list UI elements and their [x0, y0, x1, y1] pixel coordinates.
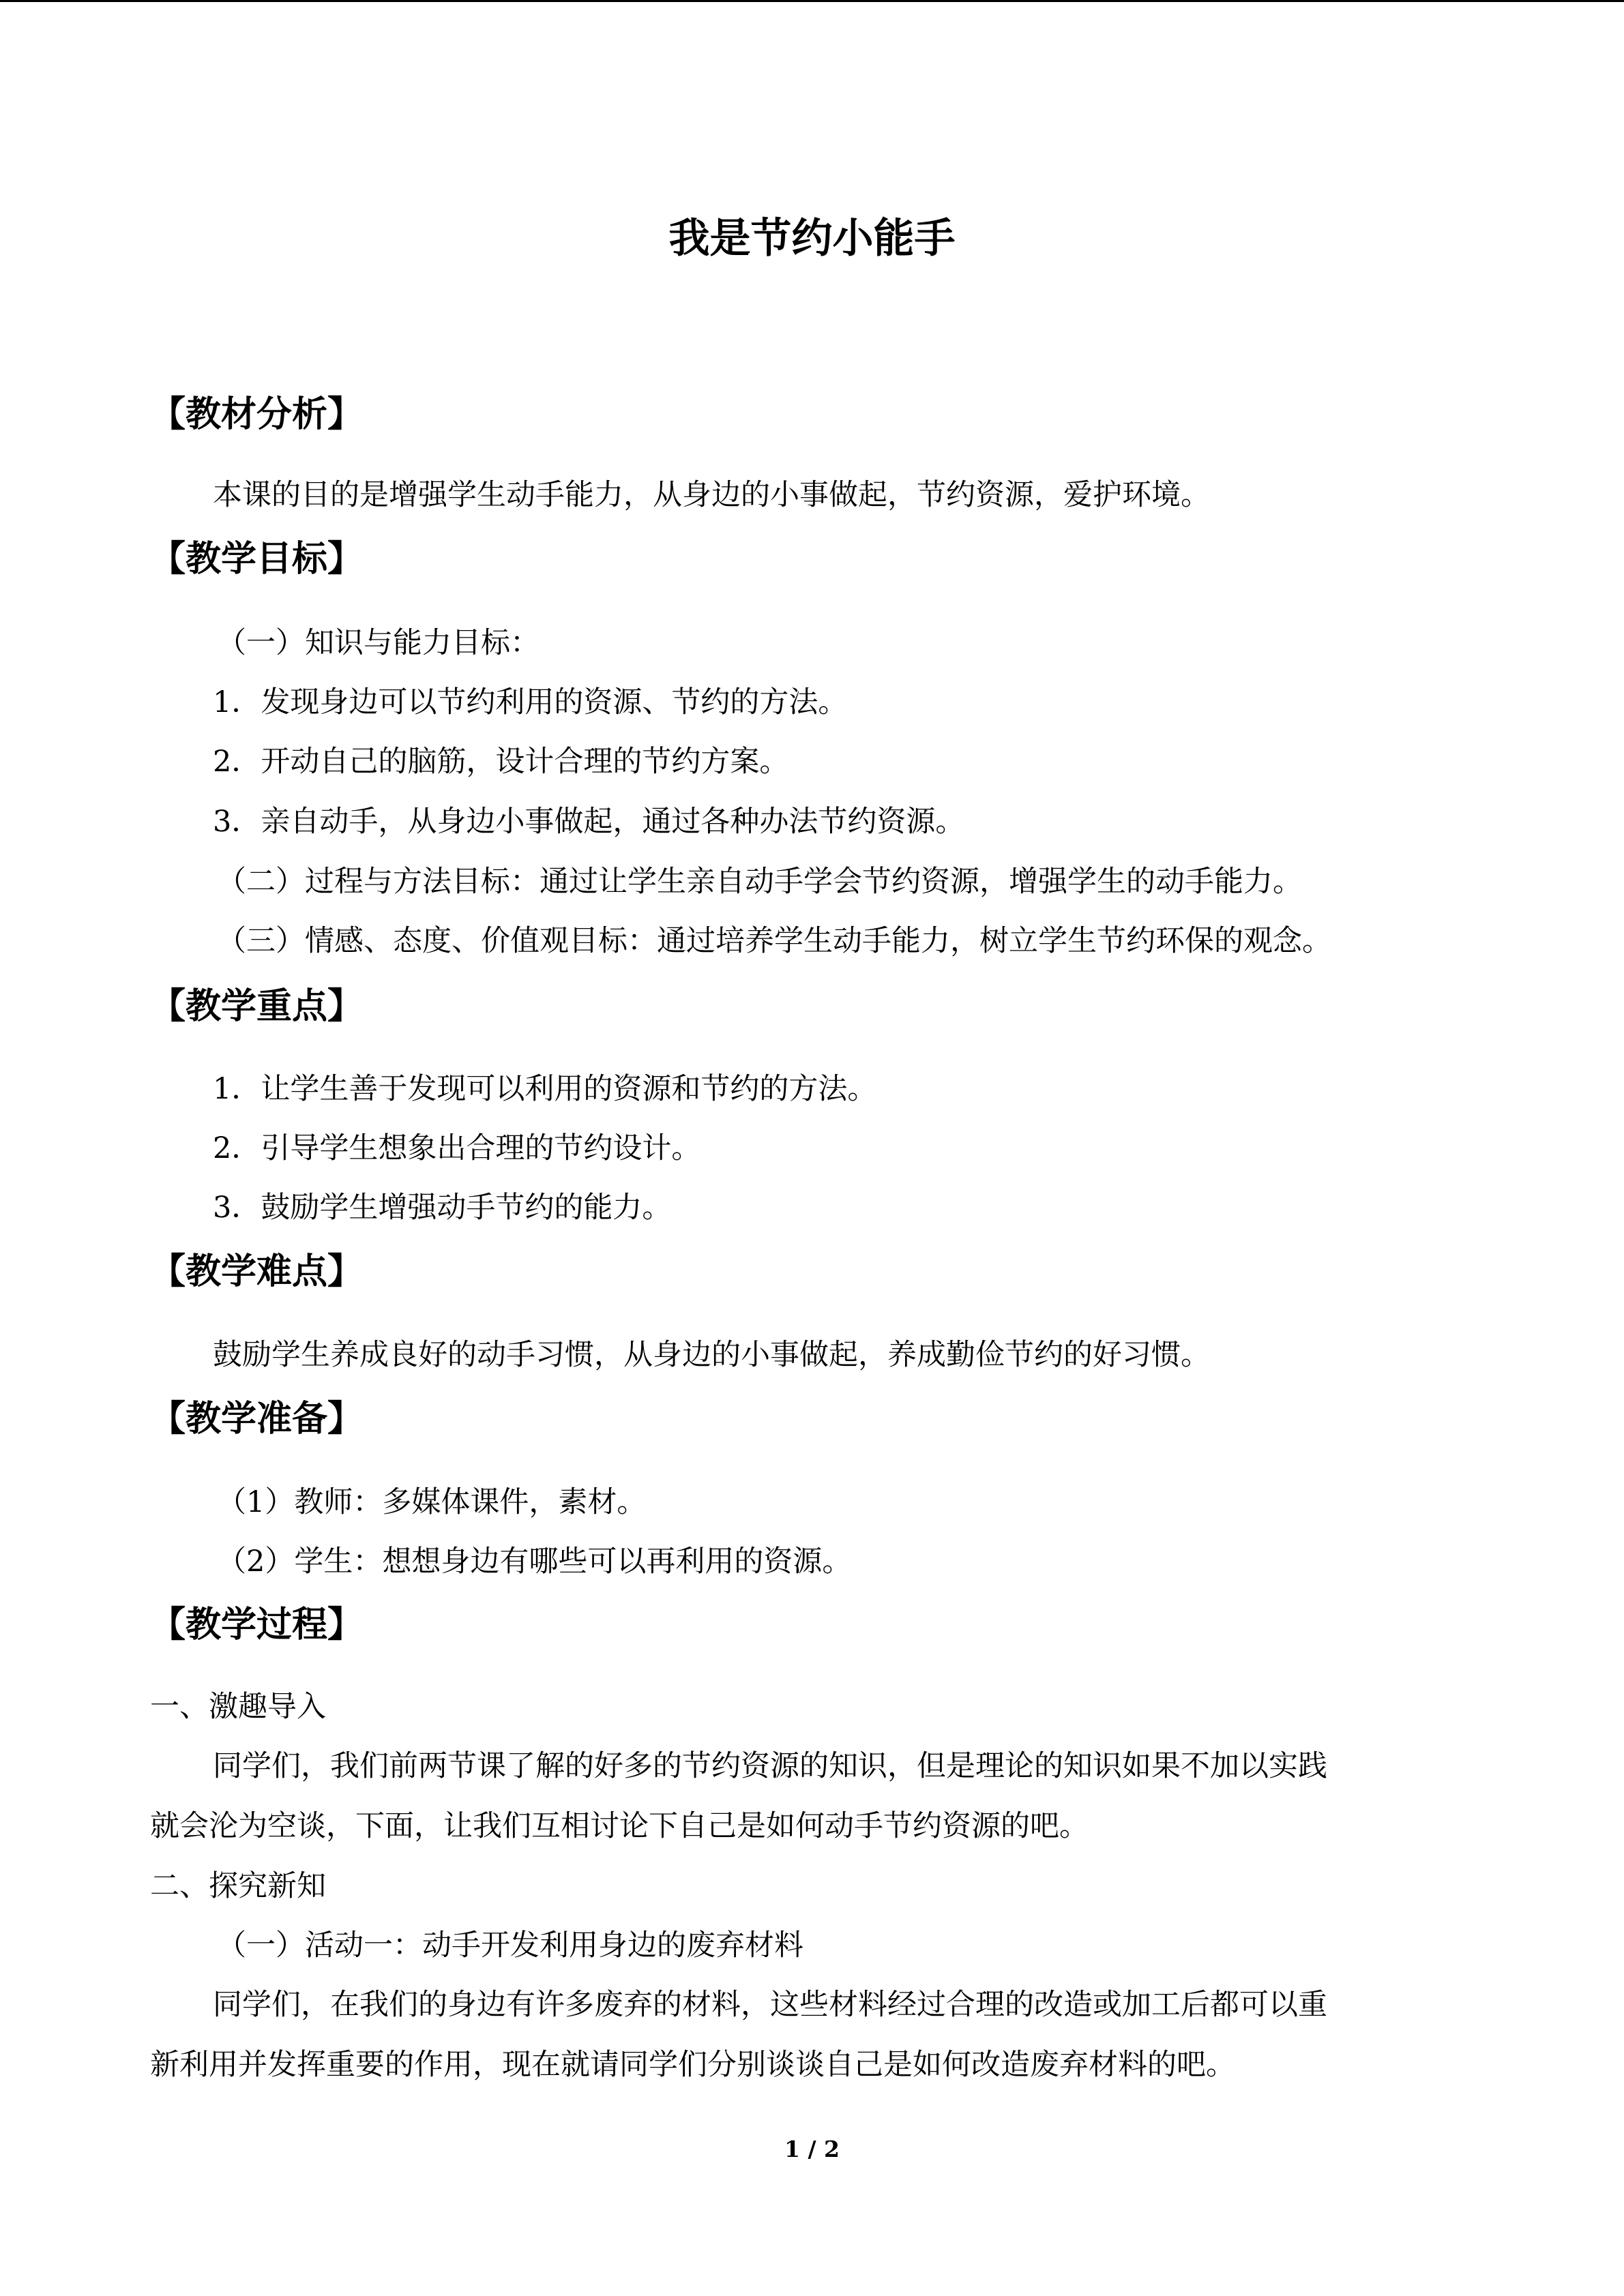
analysis-text: 本课的目的是增强学生动手能力，从身边的小事做起，节约资源，爱护环境。 — [213, 478, 1210, 512]
activity1-text: 新利用并发挥重要的作用，现在就请同学们分别谈谈自己是如何改造废弃材料的吧。 — [150, 2048, 1235, 2082]
preparation-line: （1）教师：多媒体课件，素材。 — [217, 1485, 647, 1519]
process-part1-text: 同学们，我们前两节课了解的好多的节约资源的知识，但是理论的知识如果不加以实践 — [213, 1749, 1327, 1783]
heading-process: 【教学过程】 — [150, 1605, 364, 1645]
key-point-line: 2．引导学生想象出合理的节约设计。 — [213, 1131, 701, 1165]
goal-line: 2．开动自己的脑筋，设计合理的节约方案。 — [213, 745, 789, 779]
page-title: 我是节约小能手 — [668, 215, 956, 263]
goal-line: （二）过程与方法目标：通过让学生亲自动手学会节约资源，增强学生的动手能力。 — [217, 865, 1302, 899]
heading-teaching-goals: 【教学目标】 — [150, 539, 364, 580]
goal-line: （一）知识与能力目标： — [217, 626, 540, 660]
process-part2-title: 二、探究新知 — [150, 1869, 326, 1903]
goal-line: 3．亲自动手，从身边小事做起，通过各种办法节约资源。 — [213, 805, 965, 839]
heading-preparation: 【教学准备】 — [150, 1399, 364, 1440]
key-point-line: 3．鼓励学生增强动手节约的能力。 — [213, 1191, 672, 1225]
goal-line: （三）情感、态度、价值观目标：通过培养学生动手能力，树立学生节约环保的观念。 — [217, 924, 1331, 958]
page-number: 1 / 2 — [784, 2136, 840, 2162]
process-part1-text: 就会沦为空谈，下面，让我们互相讨论下自己是如何动手节约资源的吧。 — [150, 1809, 1089, 1843]
preparation-line: （2）学生：想想身边有哪些可以再利用的资源。 — [217, 1545, 852, 1579]
activity1-text: 同学们，在我们的身边有许多废弃的材料，这些材料经过合理的改造或加工后都可以重 — [213, 1988, 1327, 2022]
activity1-title: （一）活动一：动手开发利用身边的废弃材料 — [217, 1928, 803, 1963]
process-part1-title: 一、激趣导入 — [150, 1690, 326, 1724]
goal-line: 1．发现身边可以节约利用的资源、节约的方法。 — [213, 685, 848, 719]
heading-key-points: 【教学重点】 — [150, 986, 364, 1027]
heading-difficulties: 【教学难点】 — [150, 1251, 364, 1292]
key-point-line: 1．让学生善于发现可以利用的资源和节约的方法。 — [213, 1072, 877, 1106]
difficulties-text: 鼓励学生养成良好的动手习惯，从身边的小事做起，养成勤俭节约的好习惯。 — [213, 1338, 1210, 1372]
heading-material-analysis: 【教材分析】 — [150, 394, 364, 435]
